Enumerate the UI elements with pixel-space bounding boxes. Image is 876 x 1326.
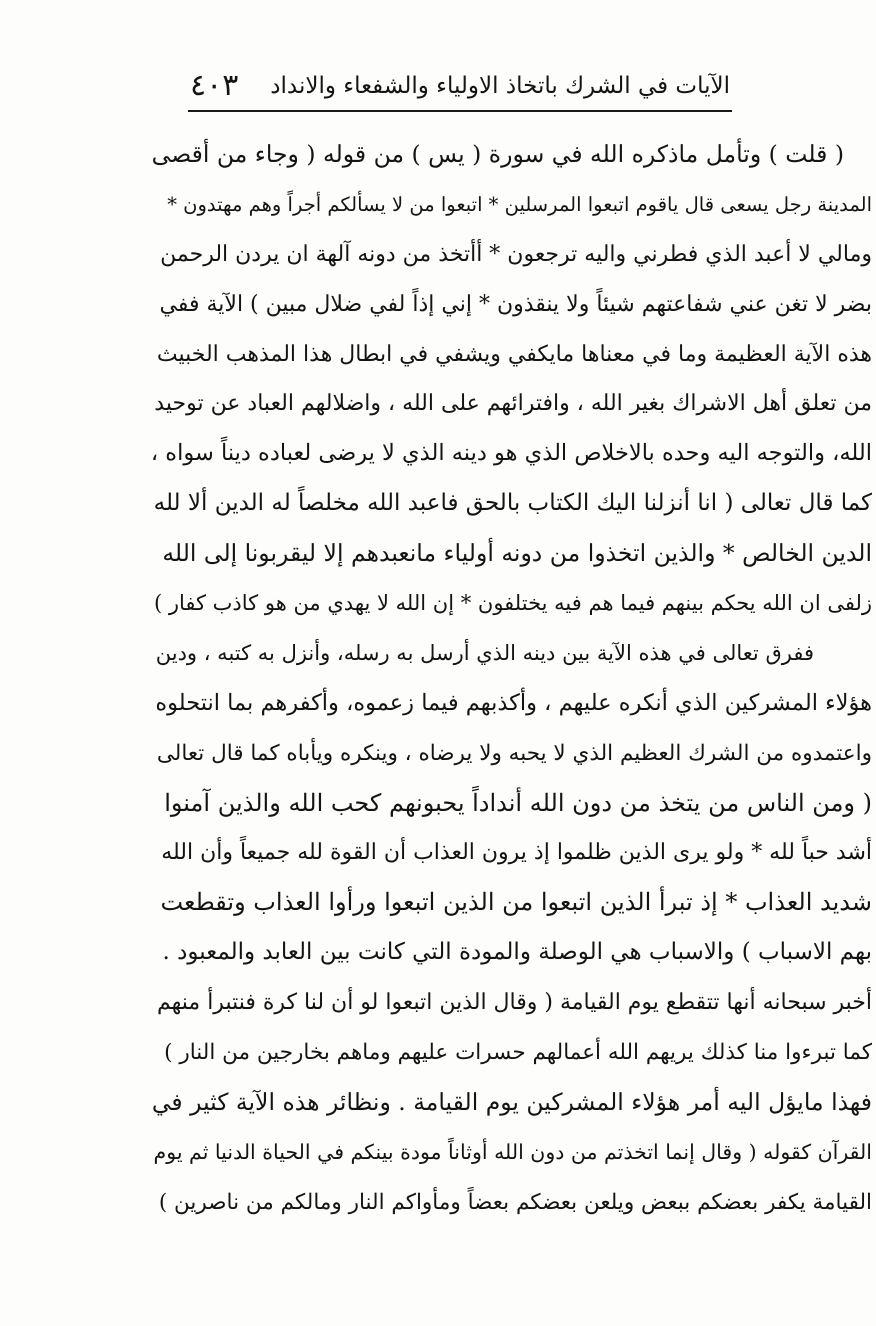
text-line: هؤلاء المشركين الذي أنكره عليهم ، وأكذبهم فيما زعموه، وأكفرهم بما انتحلوه bbox=[155, 689, 872, 716]
running-title: الآيات في الشرك باتخاذ الاولياء والشفعاء والانداد bbox=[270, 73, 730, 99]
text-line: القيامة يكفر بعضكم ببعض ويلعن بعضكم بعضاً ومأواكم النار ومالكم من ناصرين ) bbox=[158, 1189, 872, 1215]
text-line: بهم الاسباب ) والاسباب هي الوصلة والمودة التي كانت بين العابد والمعبود . bbox=[162, 939, 872, 966]
body-text bbox=[150, 130, 872, 1280]
text-line: كما قال تعالى ( انا أنزلنا اليك الكتاب بالحق فاعبد الله مخلصاً له الدين ألا لله bbox=[153, 490, 872, 517]
text-line: واعتمدوه من الشرك العظيم الذي لا يحبه ولا يرضاه ، وينكره ويأباه كما قال تعالى bbox=[156, 740, 872, 766]
text-line: هذه الآية العظيمة وما في معناها مايكفي ويشفي في ابطال هذا المذهب الخبيث bbox=[156, 341, 872, 367]
text-line: الله، والتوجه اليه وحده بالاخلاص الذي هو دينه الذي لا يرضى لعباده ديناً سواه ، bbox=[150, 440, 872, 467]
text-line: كما تبرءوا منا كذلك يريهم الله أعمالهم حسرات عليهم وماهم بخارجين من النار ) bbox=[164, 1040, 872, 1066]
text-line: بضر لا تغن عني شفاعتهم شيئاً ولا ينقذون * إني إذاً لفي ضلال مبين ) الآية ففي bbox=[159, 291, 872, 317]
text-line: ففرق تعالى في هذه الآية بين دينه الذي أرسل به رسله، وأنزل به كتبه ، ودين bbox=[155, 640, 814, 665]
header-rule bbox=[188, 110, 732, 112]
text-line: أشد حباً لله * ولو يرى الذين ظلموا إذ يرون العذاب أن القوة لله جميعاً وأن الله bbox=[161, 840, 872, 866]
text-line: ومالي لا أعبد الذي فطرني واليه ترجعون * أأتخذ من دونه آلهة ان يردن الرحمن bbox=[160, 241, 872, 267]
text-line: ( ومن الناس من يتخذ من دون الله أنداداً يحبونهم كحب الله والذين آمنوا bbox=[164, 788, 872, 817]
text-line: أخبر سبحانه أنها تتقطع يوم القيامة ( وقال الذين اتبعوا لو أن لنا كرة فنتبرأ منهم bbox=[157, 990, 872, 1016]
text-line: الدين الخالص * والذين اتخذوا من دونه أولياء مانعبدهم إلا ليقربونا إلى الله bbox=[162, 539, 872, 568]
text-line: ( قلت ) وتأمل ماذكره الله في سورة ( يس ) من قوله ( وجاء من أقصى bbox=[151, 140, 844, 168]
text-line: القرآن كقوله ( وقال إنما اتخذتم من دون الله أوثاناً مودة بينكم في الحياة الدنيا ثم يوم bbox=[153, 1139, 872, 1164]
text-line: فهذا مايؤل اليه أمر هؤلاء المشركين يوم القيامة . ونظائر هذه الآية كثير في bbox=[151, 1087, 872, 1116]
page-number: ٤٠٣ bbox=[190, 68, 239, 103]
text-line: شديد العذاب * إذ تبرأ الذين اتبعوا من الذين اتبعوا ورأوا العذاب وتقطعت bbox=[160, 888, 872, 917]
running-header bbox=[190, 62, 730, 106]
text-line: زلفى ان الله يحكم بينهم فيما هم فيه يختلفون * إن الله لا يهدي من هو كاذب كفار ) bbox=[153, 591, 872, 616]
text-line: المدينة رجل يسعى قال ياقوم اتبعوا المرسلين * اتبعوا من لا يسألكم أجراً وهم مهتدون * bbox=[167, 192, 872, 216]
text-line: من تعلق أهل الاشراك بغير الله ، وافترائهم على الله ، واضلالهم العباد عن توحيد bbox=[154, 391, 872, 417]
